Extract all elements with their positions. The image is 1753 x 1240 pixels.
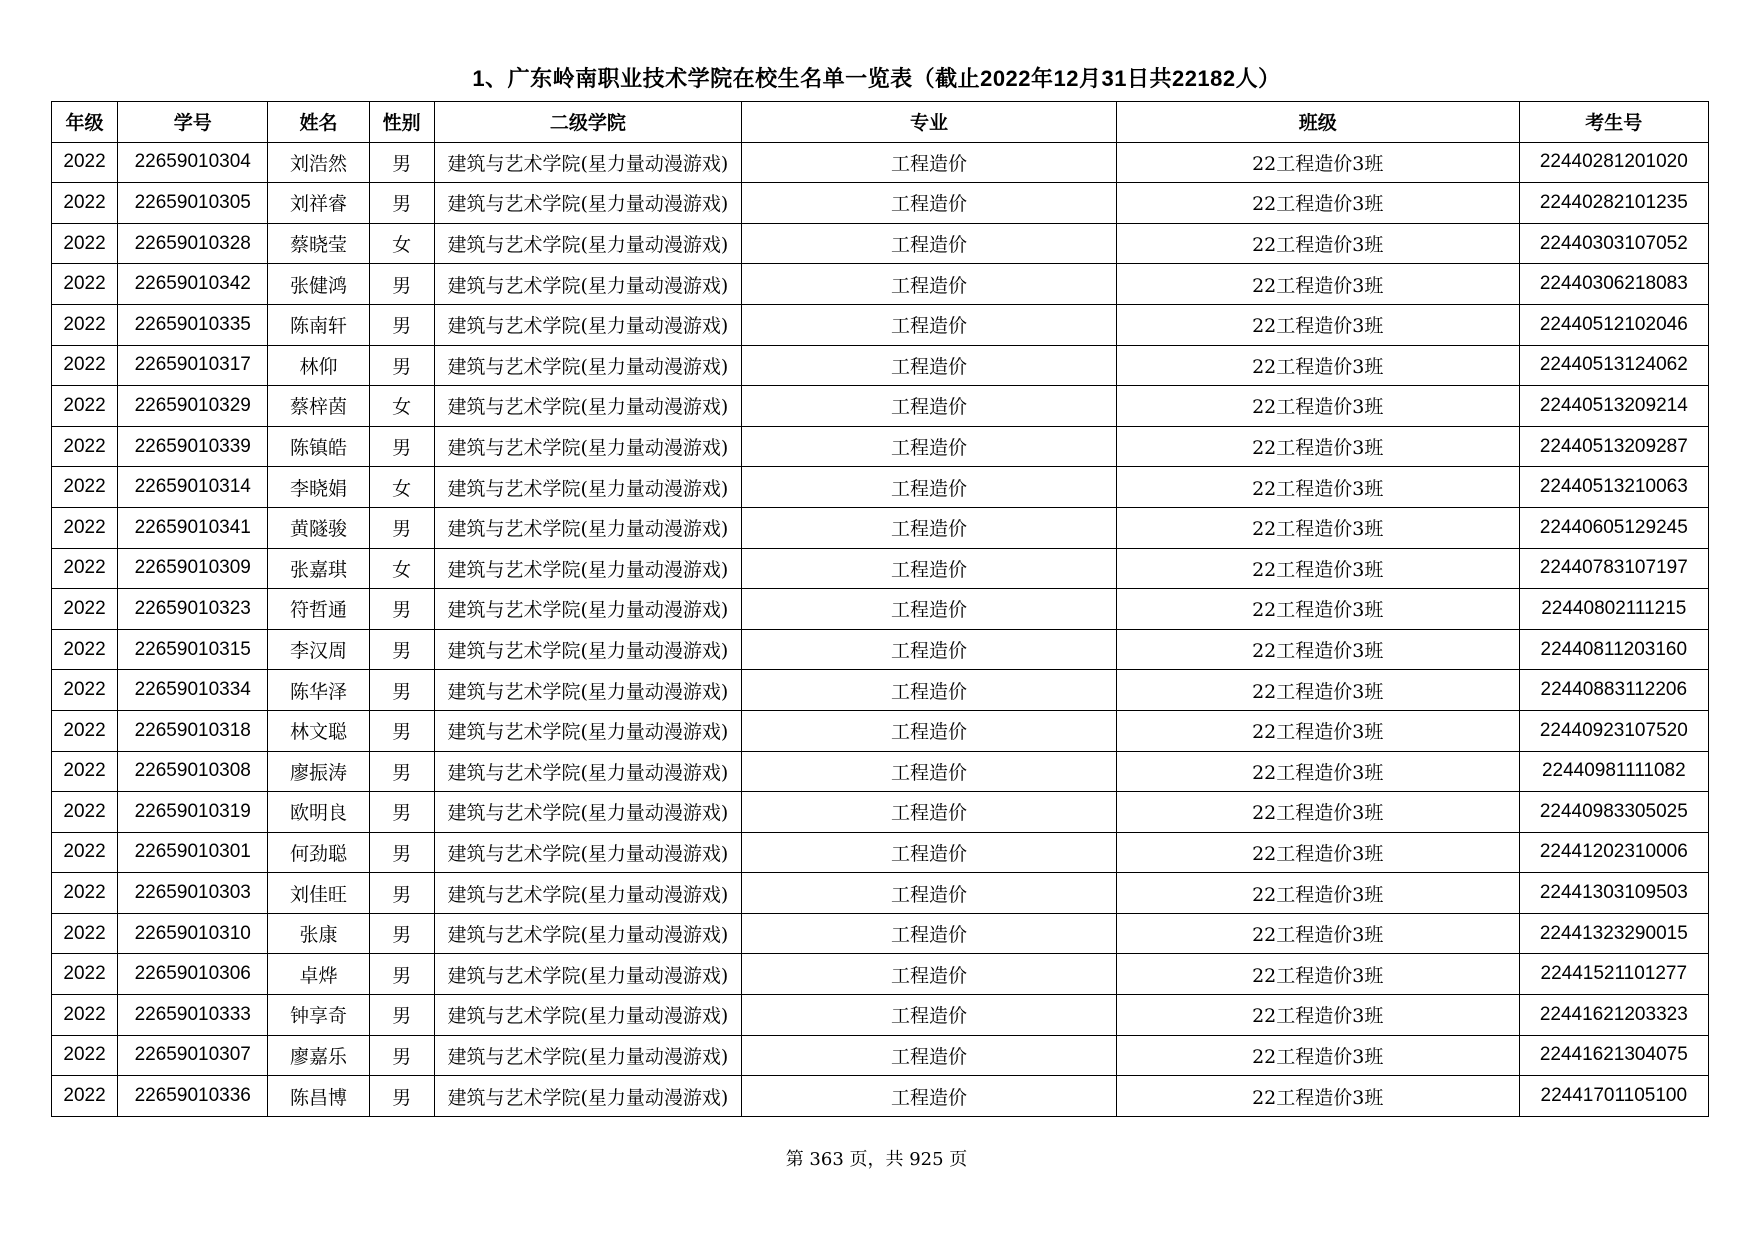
gender-cell: 男 [369, 183, 434, 224]
gender-cell: 男 [369, 507, 434, 548]
name-cell: 林文聪 [268, 710, 369, 751]
grade-cell: 2022 [52, 223, 118, 264]
grade-cell: 2022 [52, 832, 118, 873]
gender-cell: 男 [369, 304, 434, 345]
table-row [52, 345, 1709, 386]
major-cell: 工程造价 [742, 589, 1117, 630]
student-id-cell: 22659010335 [118, 304, 268, 345]
major-cell: 工程造价 [742, 507, 1117, 548]
student-id-cell: 22659010309 [118, 548, 268, 589]
major-cell: 工程造价 [742, 223, 1117, 264]
major-cell: 工程造价 [742, 670, 1117, 711]
class-cell: 22工程造价3班 [1116, 670, 1519, 711]
header-class: 班级 [1116, 102, 1519, 143]
grade-cell: 2022 [52, 548, 118, 589]
grade-cell: 2022 [52, 1035, 118, 1076]
table-body [52, 142, 1709, 1116]
major-cell: 工程造价 [742, 345, 1117, 386]
exam-number-cell: 22441323290015 [1519, 913, 1708, 954]
gender-cell: 女 [369, 386, 434, 427]
class-cell: 22工程造价3班 [1116, 304, 1519, 345]
college-cell: 建筑与艺术学院(星力量动漫游戏) [434, 710, 742, 751]
name-cell: 卓烨 [268, 954, 369, 995]
student-id-cell: 22659010308 [118, 751, 268, 792]
major-cell: 工程造价 [742, 386, 1117, 427]
table-row [52, 1035, 1709, 1076]
gender-cell: 男 [369, 710, 434, 751]
name-cell: 廖嘉乐 [268, 1035, 369, 1076]
exam-number-cell: 22440513124062 [1519, 345, 1708, 386]
table-row [52, 873, 1709, 914]
class-cell: 22工程造价3班 [1116, 1076, 1519, 1117]
major-cell: 工程造价 [742, 548, 1117, 589]
name-cell: 张康 [268, 913, 369, 954]
gender-cell: 女 [369, 223, 434, 264]
exam-number-cell: 22440282101235 [1519, 183, 1708, 224]
college-cell: 建筑与艺术学院(星力量动漫游戏) [434, 223, 742, 264]
header-grade: 年级 [52, 102, 118, 143]
major-cell: 工程造价 [742, 873, 1117, 914]
student-id-cell: 22659010323 [118, 589, 268, 630]
name-cell: 符哲通 [268, 589, 369, 630]
college-cell: 建筑与艺术学院(星力量动漫游戏) [434, 548, 742, 589]
student-id-cell: 22659010301 [118, 832, 268, 873]
class-cell: 22工程造价3班 [1116, 386, 1519, 427]
name-cell: 钟享奇 [268, 995, 369, 1036]
header-name: 姓名 [268, 102, 369, 143]
student-id-cell: 22659010303 [118, 873, 268, 914]
header-gender: 性别 [369, 102, 434, 143]
class-cell: 22工程造价3班 [1116, 1035, 1519, 1076]
grade-cell: 2022 [52, 183, 118, 224]
gender-cell: 男 [369, 426, 434, 467]
major-cell: 工程造价 [742, 142, 1117, 183]
gender-cell: 男 [369, 589, 434, 630]
exam-number-cell: 22440306218083 [1519, 264, 1708, 305]
class-cell: 22工程造价3班 [1116, 142, 1519, 183]
student-id-cell: 22659010334 [118, 670, 268, 711]
college-cell: 建筑与艺术学院(星力量动漫游戏) [434, 304, 742, 345]
exam-number-cell: 22440605129245 [1519, 507, 1708, 548]
grade-cell: 2022 [52, 345, 118, 386]
exam-number-cell: 22440783107197 [1519, 548, 1708, 589]
student-id-cell: 22659010317 [118, 345, 268, 386]
college-cell: 建筑与艺术学院(星力量动漫游戏) [434, 426, 742, 467]
class-cell: 22工程造价3班 [1116, 873, 1519, 914]
grade-cell: 2022 [52, 751, 118, 792]
exam-number-cell: 22440303107052 [1519, 223, 1708, 264]
class-cell: 22工程造价3班 [1116, 710, 1519, 751]
major-cell: 工程造价 [742, 751, 1117, 792]
college-cell: 建筑与艺术学院(星力量动漫游戏) [434, 792, 742, 833]
major-cell: 工程造价 [742, 832, 1117, 873]
exam-number-cell: 22440513209287 [1519, 426, 1708, 467]
major-cell: 工程造价 [742, 1076, 1117, 1117]
header-exam-number: 考生号 [1519, 102, 1708, 143]
class-cell: 22工程造价3班 [1116, 467, 1519, 508]
exam-number-cell: 22441521101277 [1519, 954, 1708, 995]
grade-cell: 2022 [52, 1076, 118, 1117]
college-cell: 建筑与艺术学院(星力量动漫游戏) [434, 183, 742, 224]
student-id-cell: 22659010333 [118, 995, 268, 1036]
student-id-cell: 22659010341 [118, 507, 268, 548]
grade-cell: 2022 [52, 507, 118, 548]
name-cell: 廖振涛 [268, 751, 369, 792]
student-id-cell: 22659010305 [118, 183, 268, 224]
table-row [52, 183, 1709, 224]
student-id-cell: 22659010310 [118, 913, 268, 954]
table-row [52, 304, 1709, 345]
college-cell: 建筑与艺术学院(星力量动漫游戏) [434, 467, 742, 508]
student-id-cell: 22659010306 [118, 954, 268, 995]
student-id-cell: 22659010314 [118, 467, 268, 508]
grade-cell: 2022 [52, 467, 118, 508]
class-cell: 22工程造价3班 [1116, 345, 1519, 386]
table-row [52, 995, 1709, 1036]
name-cell: 蔡梓茵 [268, 386, 369, 427]
table-row [52, 507, 1709, 548]
gender-cell: 男 [369, 1035, 434, 1076]
class-cell: 22工程造价3班 [1116, 183, 1519, 224]
name-cell: 黄隧骏 [268, 507, 369, 548]
college-cell: 建筑与艺术学院(星力量动漫游戏) [434, 995, 742, 1036]
grade-cell: 2022 [52, 954, 118, 995]
class-cell: 22工程造价3班 [1116, 913, 1519, 954]
college-cell: 建筑与艺术学院(星力量动漫游戏) [434, 873, 742, 914]
student-id-cell: 22659010304 [118, 142, 268, 183]
exam-number-cell: 22440981111082 [1519, 751, 1708, 792]
name-cell: 李汉周 [268, 629, 369, 670]
major-cell: 工程造价 [742, 954, 1117, 995]
exam-number-cell: 22441621304075 [1519, 1035, 1708, 1076]
college-cell: 建筑与艺术学院(星力量动漫游戏) [434, 913, 742, 954]
grade-cell: 2022 [52, 629, 118, 670]
exam-number-cell: 22440513209214 [1519, 386, 1708, 427]
table-row [52, 670, 1709, 711]
exam-number-cell: 22440512102046 [1519, 304, 1708, 345]
header-college: 二级学院 [434, 102, 742, 143]
name-cell: 何劲聪 [268, 832, 369, 873]
gender-cell: 男 [369, 1076, 434, 1117]
name-cell: 刘祥睿 [268, 183, 369, 224]
gender-cell: 男 [369, 345, 434, 386]
gender-cell: 男 [369, 995, 434, 1036]
student-id-cell: 22659010342 [118, 264, 268, 305]
exam-number-cell: 22440811203160 [1519, 629, 1708, 670]
header-major: 专业 [742, 102, 1117, 143]
table-row [52, 751, 1709, 792]
college-cell: 建筑与艺术学院(星力量动漫游戏) [434, 670, 742, 711]
name-cell: 陈昌博 [268, 1076, 369, 1117]
name-cell: 陈镇皓 [268, 426, 369, 467]
grade-cell: 2022 [52, 264, 118, 305]
table-row [52, 913, 1709, 954]
exam-number-cell: 22440983305025 [1519, 792, 1708, 833]
gender-cell: 男 [369, 629, 434, 670]
gender-cell: 男 [369, 142, 434, 183]
grade-cell: 2022 [52, 589, 118, 630]
student-id-cell: 22659010339 [118, 426, 268, 467]
grade-cell: 2022 [52, 670, 118, 711]
grade-cell: 2022 [52, 710, 118, 751]
name-cell: 刘佳旺 [268, 873, 369, 914]
page-number-footer: 第 363 页，共 925 页 [785, 1149, 968, 1170]
class-cell: 22工程造价3班 [1116, 954, 1519, 995]
major-cell: 工程造价 [742, 1035, 1117, 1076]
table-row [52, 710, 1709, 751]
name-cell: 蔡晓莹 [268, 223, 369, 264]
gender-cell: 男 [369, 264, 434, 305]
gender-cell: 男 [369, 954, 434, 995]
college-cell: 建筑与艺术学院(星力量动漫游戏) [434, 264, 742, 305]
student-roster-table [51, 101, 1709, 1117]
college-cell: 建筑与艺术学院(星力量动漫游戏) [434, 1035, 742, 1076]
exam-number-cell: 22441701105100 [1519, 1076, 1708, 1117]
college-cell: 建筑与艺术学院(星力量动漫游戏) [434, 142, 742, 183]
gender-cell: 女 [369, 467, 434, 508]
student-id-cell: 22659010336 [118, 1076, 268, 1117]
grade-cell: 2022 [52, 913, 118, 954]
gender-cell: 男 [369, 873, 434, 914]
grade-cell: 2022 [52, 792, 118, 833]
table-row [52, 792, 1709, 833]
table-row [52, 954, 1709, 995]
header-student-id: 学号 [118, 102, 268, 143]
class-cell: 22工程造价3班 [1116, 426, 1519, 467]
exam-number-cell: 22441621203323 [1519, 995, 1708, 1036]
table-row [52, 467, 1709, 508]
gender-cell: 男 [369, 832, 434, 873]
name-cell: 张健鸿 [268, 264, 369, 305]
name-cell: 陈南轩 [268, 304, 369, 345]
gender-cell: 女 [369, 548, 434, 589]
exam-number-cell: 22440883112206 [1519, 670, 1708, 711]
college-cell: 建筑与艺术学院(星力量动漫游戏) [434, 832, 742, 873]
exam-number-cell: 22441202310006 [1519, 832, 1708, 873]
grade-cell: 2022 [52, 304, 118, 345]
name-cell: 林仰 [268, 345, 369, 386]
grade-cell: 2022 [52, 142, 118, 183]
table-row [52, 589, 1709, 630]
class-cell: 22工程造价3班 [1116, 223, 1519, 264]
college-cell: 建筑与艺术学院(星力量动漫游戏) [434, 589, 742, 630]
college-cell: 建筑与艺术学院(星力量动漫游戏) [434, 954, 742, 995]
table-header-row [52, 102, 1709, 143]
class-cell: 22工程造价3班 [1116, 589, 1519, 630]
name-cell: 陈华泽 [268, 670, 369, 711]
name-cell: 李晓娟 [268, 467, 369, 508]
exam-number-cell: 22440281201020 [1519, 142, 1708, 183]
college-cell: 建筑与艺术学院(星力量动漫游戏) [434, 751, 742, 792]
class-cell: 22工程造价3班 [1116, 629, 1519, 670]
major-cell: 工程造价 [742, 792, 1117, 833]
table-row [52, 386, 1709, 427]
grade-cell: 2022 [52, 873, 118, 914]
class-cell: 22工程造价3班 [1116, 995, 1519, 1036]
major-cell: 工程造价 [742, 995, 1117, 1036]
name-cell: 张嘉琪 [268, 548, 369, 589]
exam-number-cell: 22440923107520 [1519, 710, 1708, 751]
table-row [52, 223, 1709, 264]
class-cell: 22工程造价3班 [1116, 792, 1519, 833]
college-cell: 建筑与艺术学院(星力量动漫游戏) [434, 386, 742, 427]
major-cell: 工程造价 [742, 629, 1117, 670]
table-row [52, 1076, 1709, 1117]
grade-cell: 2022 [52, 386, 118, 427]
table-row [52, 426, 1709, 467]
major-cell: 工程造价 [742, 710, 1117, 751]
student-id-cell: 22659010315 [118, 629, 268, 670]
college-cell: 建筑与艺术学院(星力量动漫游戏) [434, 1076, 742, 1117]
name-cell: 欧明良 [268, 792, 369, 833]
student-id-cell: 22659010328 [118, 223, 268, 264]
gender-cell: 男 [369, 670, 434, 711]
major-cell: 工程造价 [742, 264, 1117, 305]
major-cell: 工程造价 [742, 426, 1117, 467]
student-id-cell: 22659010319 [118, 792, 268, 833]
table-row [52, 832, 1709, 873]
major-cell: 工程造价 [742, 304, 1117, 345]
class-cell: 22工程造价3班 [1116, 264, 1519, 305]
college-cell: 建筑与艺术学院(星力量动漫游戏) [434, 507, 742, 548]
grade-cell: 2022 [52, 426, 118, 467]
college-cell: 建筑与艺术学院(星力量动漫游戏) [434, 345, 742, 386]
class-cell: 22工程造价3班 [1116, 751, 1519, 792]
name-cell: 刘浩然 [268, 142, 369, 183]
student-id-cell: 22659010318 [118, 710, 268, 751]
exam-number-cell: 22440802111215 [1519, 589, 1708, 630]
class-cell: 22工程造价3班 [1116, 548, 1519, 589]
college-cell: 建筑与艺术学院(星力量动漫游戏) [434, 629, 742, 670]
gender-cell: 男 [369, 751, 434, 792]
exam-number-cell: 22441303109503 [1519, 873, 1708, 914]
exam-number-cell: 22440513210063 [1519, 467, 1708, 508]
table-row [52, 142, 1709, 183]
grade-cell: 2022 [52, 995, 118, 1036]
page-title: 1、广东岭南职业技术学院在校生名单一览表（截止2022年12月31日共22182人） [472, 66, 1281, 91]
major-cell: 工程造价 [742, 913, 1117, 954]
table-row [52, 264, 1709, 305]
table-row [52, 548, 1709, 589]
major-cell: 工程造价 [742, 183, 1117, 224]
gender-cell: 男 [369, 792, 434, 833]
table-row [52, 629, 1709, 670]
class-cell: 22工程造价3班 [1116, 832, 1519, 873]
class-cell: 22工程造价3班 [1116, 507, 1519, 548]
student-id-cell: 22659010307 [118, 1035, 268, 1076]
student-id-cell: 22659010329 [118, 386, 268, 427]
major-cell: 工程造价 [742, 467, 1117, 508]
gender-cell: 男 [369, 913, 434, 954]
